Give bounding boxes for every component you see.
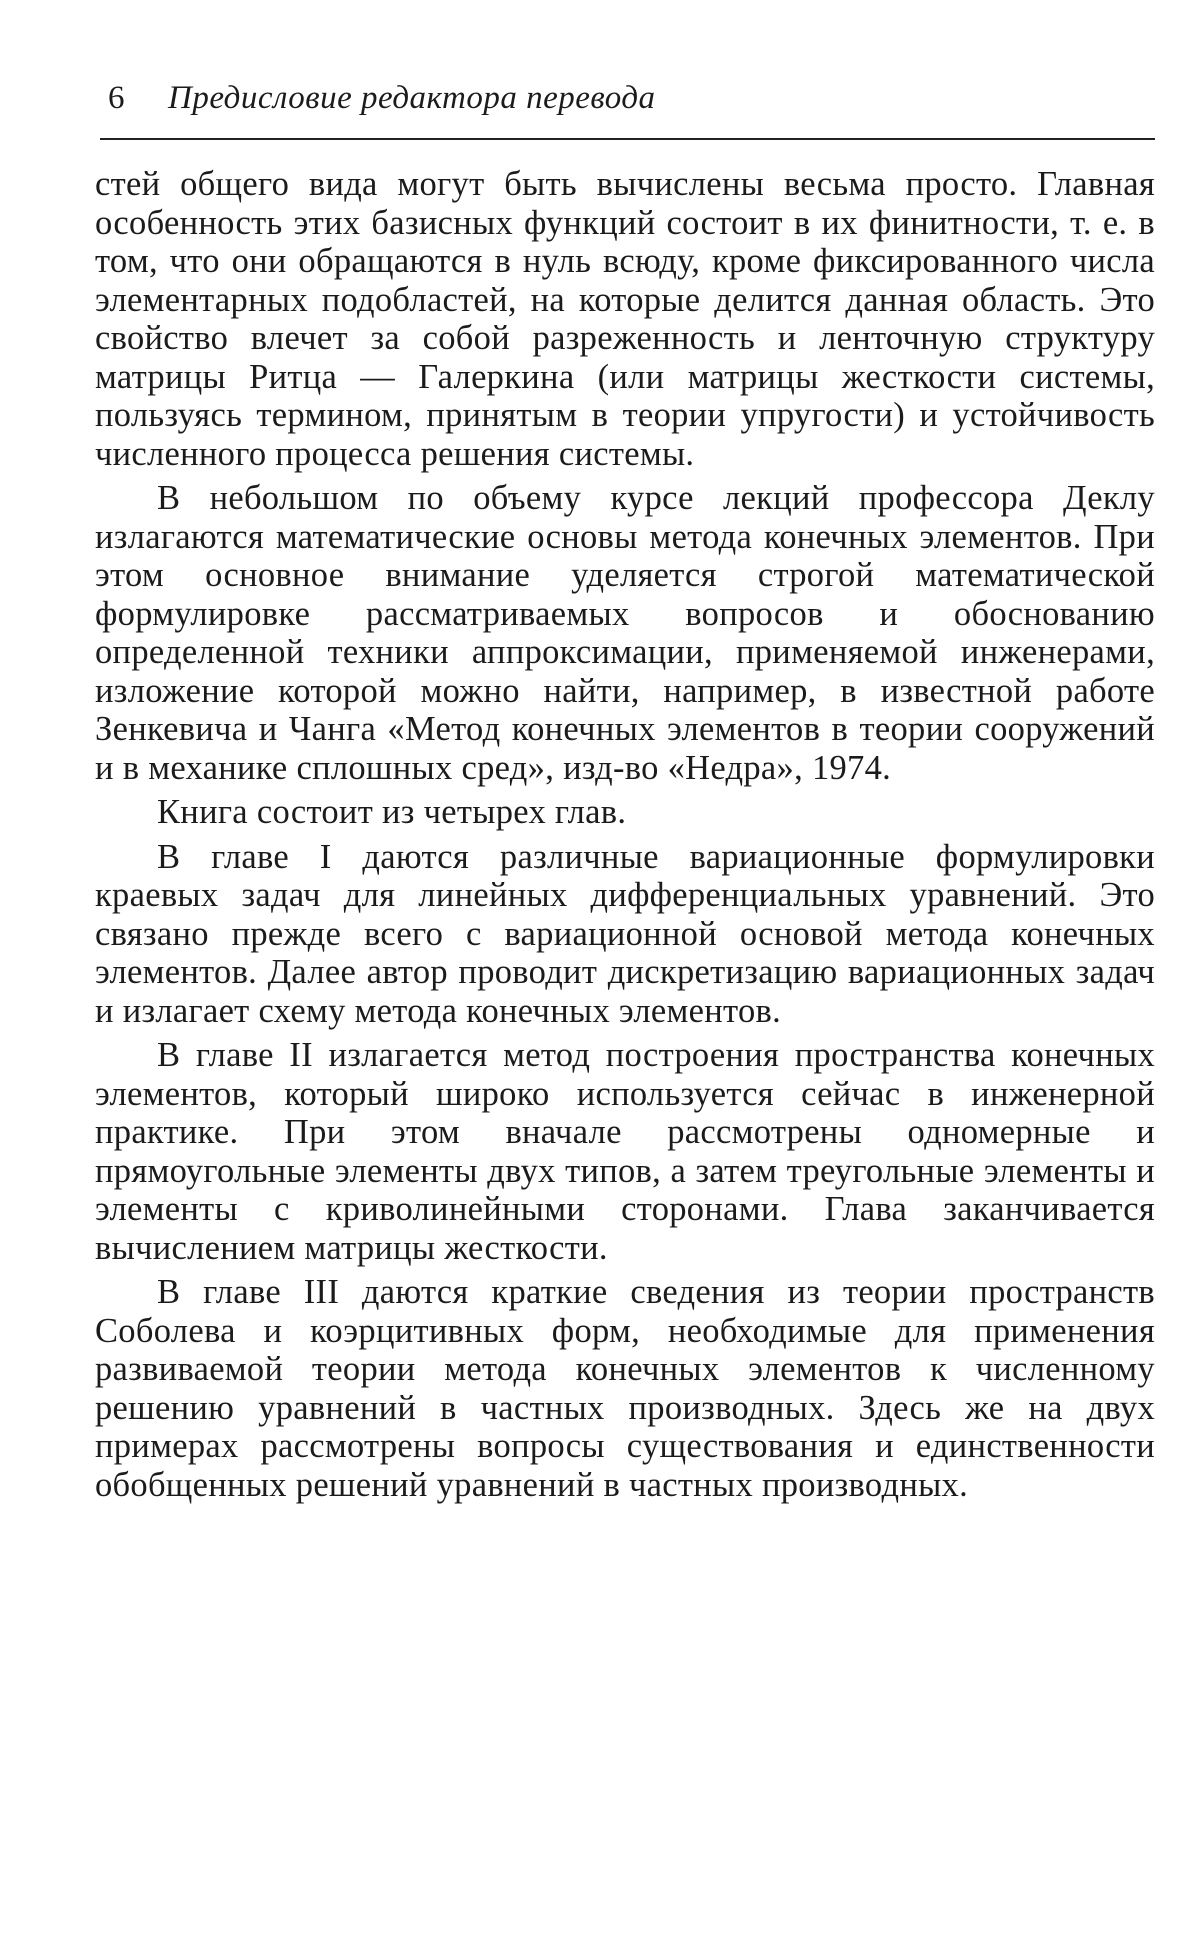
page-number: 6 (108, 80, 125, 116)
header-rule (100, 138, 1155, 140)
paragraph-chapter-1: В главе I даются различные вариационные формулировки краевых задач для линейных дифференциальных уравнений. Это связано прежде всего с вариационной основой метода конечных элементов. Далее автор проводит дискретизацию вариационных задач и излагает схему метода конечных элементов. (95, 837, 1155, 1030)
paragraph-chapter-2: В главе II излагается метод построения пространства конечных элементов, который широко используется сейчас в инженерной практике. При этом вначале рассмотрены одномерные и прямоугольные элементы двух типов, а затем треугольные элементы и элементы с криволинейными сторонами. Глава заканчивается вычислением матрицы жесткости. (95, 1036, 1155, 1267)
running-head (108, 78, 1153, 128)
paragraph-continuation: стей общего вида могут быть вычислены весьма просто. Главная особенность этих базисных функций состоит в их финитности, т. е. в том, что они обращаются в нуль всюду, кроме фиксированного числа элементарных подобластей, на которые делится данная область. Это свойство влечет за собой разреженность и ленточную структуру матрицы Ритца — Галеркина (или матрицы жесткости системы, пользуясь термином, принятым в теории упругости) и устойчивость численного процесса решения системы. (95, 165, 1155, 473)
body-text (95, 165, 1155, 1510)
paragraph-book-structure: Книга состоит из четырех глав. (157, 793, 627, 831)
paragraph-lecture-course: В небольшом по объему курсе лекций профессора Деклу излагаются математические основы метода конечных элементов. При этом основное внимание уделяется строгой математической формулировке рассматриваемых вопросов и обоснованию определенной техники аппроксимации, применяемой инженерами, изложение которой можно найти, например, в известной работе Зенкевича и Чанга «Метод конечных элементов в теории сооружений и в механике сплошных сред», изд-во «Недра», 1974. (95, 479, 1155, 787)
running-title: Предисловие редактора перевода (168, 80, 656, 116)
paragraph-chapter-3: В главе III даются краткие сведения из теории пространств Соболева и коэрцитивных форм, необходимые для применения развиваемой теории метода конечных элементов к численному решению уравнений в частных производных. Здесь же на двух примерах рассмотрены вопросы существования и единственности обобщенных решений уравнений в частных производных. (95, 1273, 1155, 1504)
